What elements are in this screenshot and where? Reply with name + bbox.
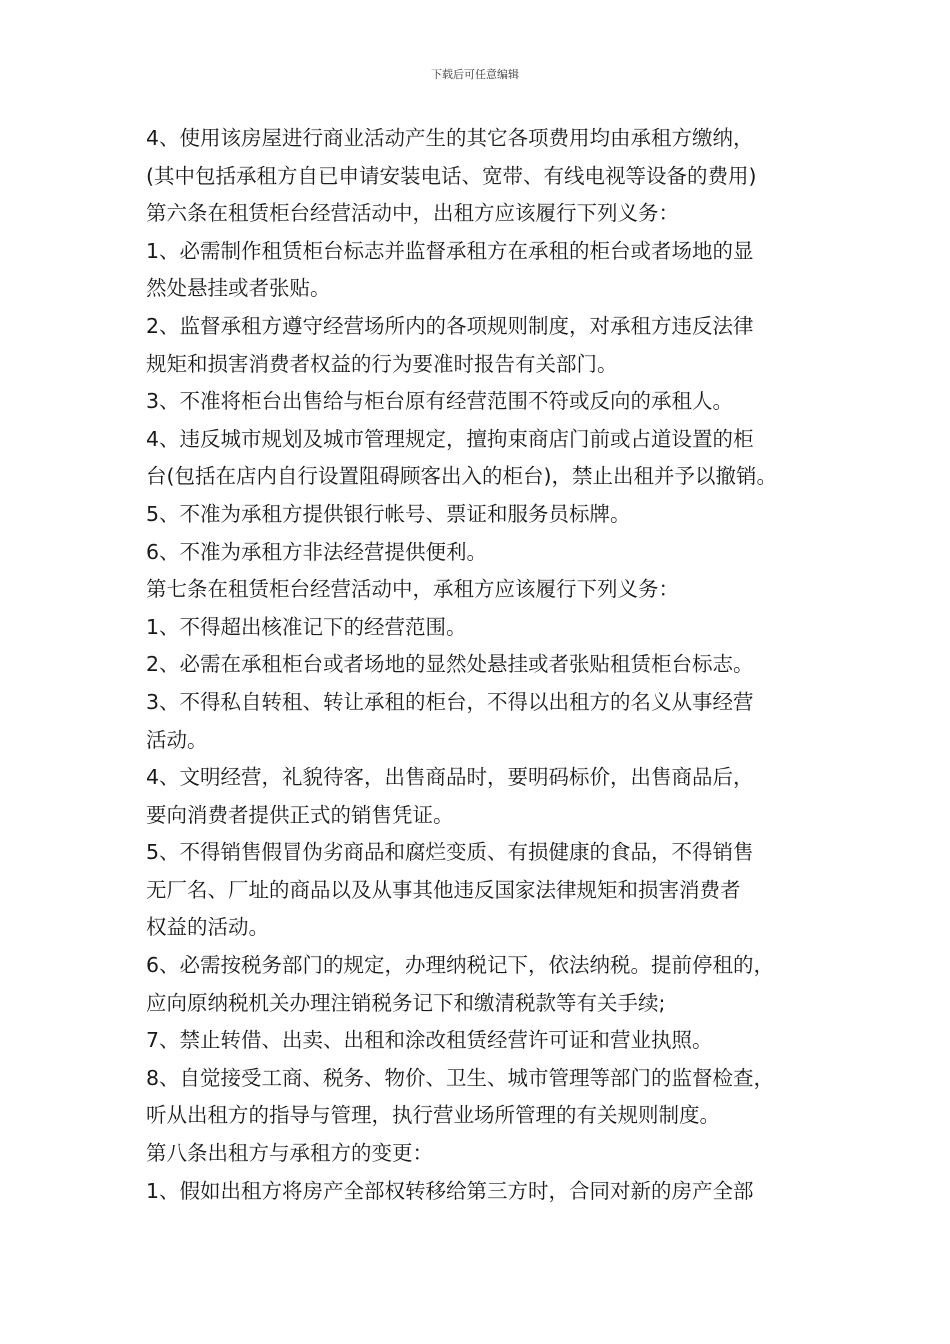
text-line: 权益的活动。 bbox=[146, 915, 269, 940]
text-line: 4、使用该房屋进行商业活动产生的其它各项费用均由承租方缴纳， bbox=[146, 126, 754, 150]
text-line: 5、不得销售假冒伪劣商品和腐烂变质、有损健康的食品，不得销售 bbox=[146, 840, 754, 865]
text-line: 6、不准为承租方非法经营提供便利。 bbox=[146, 539, 488, 564]
text-line: 8、自觉接受工商、税务、物价、卫生、城市管理等部门的监督检查， bbox=[146, 1065, 775, 1090]
text-line: 活动。 bbox=[146, 727, 208, 752]
article-heading: 第六条在租赁柜台经营活动中，出租方应该履行下列义务： bbox=[146, 201, 679, 226]
text-line: 5、不准为承租方提供银行帐号、票证和服务员标牌。 bbox=[146, 501, 631, 526]
text-line: (其中包括承租方自已申请安装电话、宽带、有线电视等设备的费用) bbox=[146, 163, 757, 188]
text-line: 2、监督承租方遵守经营场所内的各项规则制度，对承租方违反法律 bbox=[146, 313, 754, 338]
text-line: 1、假如出租方将房产全部权转移给第三方时，合同对新的房产全部 bbox=[146, 1178, 754, 1203]
text-line: 4、文明经营，礼貌待客，出售商品时，要明码标价，出售商品后， bbox=[146, 765, 754, 790]
text-line: 1、必需制作租赁柜台标志并监督承租方在承租的柜台或者场地的显 bbox=[146, 238, 754, 263]
text-line: 3、不得私自转租、转让承租的柜台，不得以出租方的名义从事经营 bbox=[146, 689, 754, 714]
article-heading: 第七条在租赁柜台经营活动中，承租方应该履行下列义务： bbox=[146, 577, 679, 602]
text-line: 规矩和损害消费者权益的行为要准时报告有关部门。 bbox=[146, 351, 618, 376]
text-line: 应向原纳税机关办理注销税务记下和缴清税款等有关手续; bbox=[146, 990, 666, 1015]
text-line: 要向消费者提供正式的销售凭证。 bbox=[146, 802, 454, 827]
text-line: 无厂名、厂址的商品以及从事其他违反国家法律规矩和损害消费者 bbox=[146, 877, 741, 902]
document-body bbox=[146, 120, 846, 1210]
text-line: 7、禁止转借、出卖、出租和涂改租赁经营许可证和营业执照。 bbox=[146, 1028, 713, 1053]
text-line: 2、必需在承租柜台或者场地的显然处悬挂或者张贴租赁柜台标志。 bbox=[146, 652, 754, 677]
text-line: 3、不准将柜台出售给与柜台原有经营范围不符或反向的承租人。 bbox=[146, 389, 734, 414]
article-heading: 第八条出租方与承租方的变更： bbox=[146, 1141, 433, 1166]
text-line: 4、违反城市规划及城市管理规定，擅拘束商店门前或占道设置的柜 bbox=[146, 426, 754, 451]
text-line: 听从出租方的指导与管理，执行营业场所管理的有关规则制度。 bbox=[146, 1103, 720, 1128]
text-line: 然处悬挂或者张贴。 bbox=[146, 276, 331, 301]
text-line: 1、不得超出核准记下的经营范围。 bbox=[146, 614, 467, 639]
text-line: 6、必需按税务部门的规定，办理纳税记下，依法纳税。提前停租的， bbox=[146, 953, 775, 978]
text-line: 台(包括在店内自行设置阻碍顾客出入的柜台)，禁止出租并予以撤销。 bbox=[146, 464, 777, 489]
page-header: 下载后可任意编辑 bbox=[431, 68, 519, 81]
